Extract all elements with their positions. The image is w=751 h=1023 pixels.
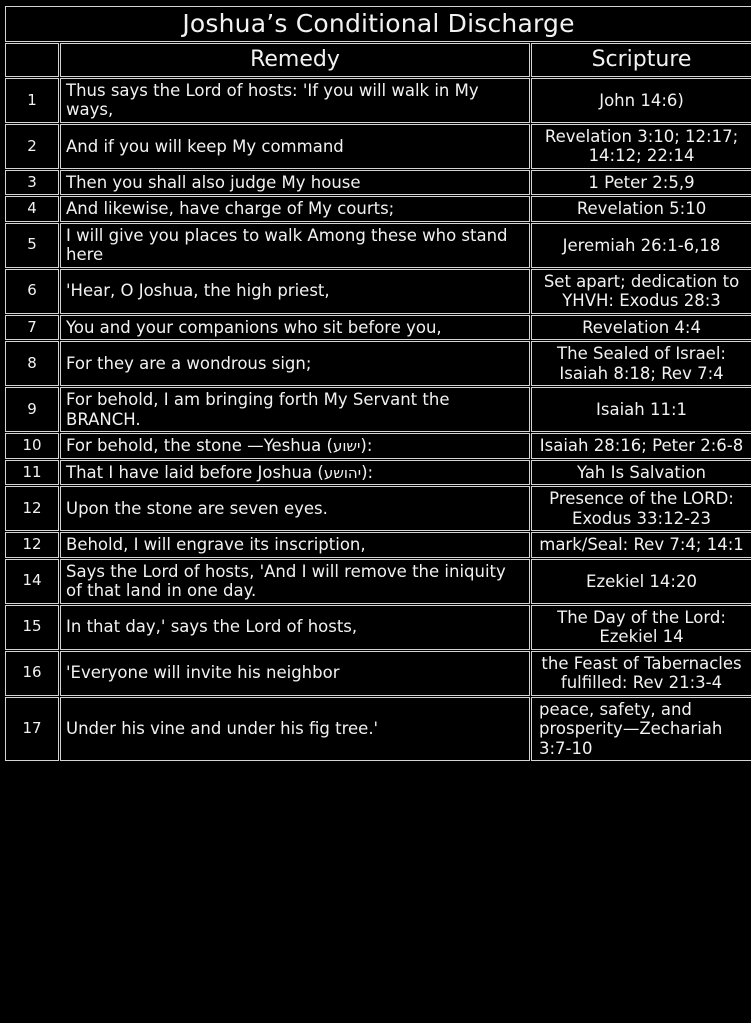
table-row [6,533,751,556]
table-row [6,388,751,431]
row-number: 2 [6,125,58,168]
remedy-text: Under his vine and under his fig tree.' [61,698,529,760]
column-header-remedy: Remedy [61,44,529,76]
table-row [6,434,751,458]
row-number: 1 [6,79,58,122]
scripture-reference: Yah Is Salvation [532,461,751,485]
row-number: 12 [6,487,58,530]
remedy-text: Says the Lord of hosts, 'And I will remove the iniquity of that land in one day. [61,560,529,603]
table-row [6,79,751,122]
table-row [6,342,751,385]
remedy-text: For behold, I am bringing forth My Servant the BRANCH. [61,388,529,431]
remedy-text: Thus says the Lord of hosts: 'If you will walk in My ways, [61,79,529,122]
row-number: 4 [6,197,58,220]
scripture-reference: Ezekiel 14:20 [532,560,751,603]
column-header-number [6,44,58,76]
page-title: Joshua’s Conditional Discharge [6,7,751,41]
table-row [6,171,751,194]
scripture-reference: 1 Peter 2:5,9 [532,171,751,194]
scripture-reference: The Day of the Lord: Ezekiel 14 [532,606,751,649]
remedy-text: And if you will keep My command [61,125,529,168]
remedy-text-prefix: For behold, the stone —Yeshua ( [66,436,333,456]
table-row [6,606,751,649]
row-number: 7 [6,316,58,339]
scripture-reference: John 14:6) [532,79,751,122]
scripture-reference: Revelation 4:4 [532,316,751,339]
remedy-text: Upon the stone are seven eyes. [61,487,529,530]
remedy-text: 'Everyone will invite his neighbor [61,652,529,695]
title-row [6,7,751,41]
row-number: 12 [6,533,58,556]
remedy-text-suffix: ): [361,462,374,482]
table-row [6,224,751,267]
scripture-reference: The Sealed of Israel: Isaiah 8:18; Rev 7:4 [532,342,751,385]
row-number: 17 [6,698,58,760]
remedy-text: And likewise, have charge of My courts; [61,197,529,220]
scripture-reference: mark/Seal: Rev 7:4; 14:1 [532,533,751,556]
scripture-reference: Isaiah 28:16; Peter 2:6-8 [532,434,751,458]
table-row [6,270,751,313]
table-row [6,125,751,168]
table-body [6,7,751,760]
scripture-reference: Jeremiah 26:1-6,18 [532,224,751,267]
row-number: 15 [6,606,58,649]
remedy-text: 'Hear, O Joshua, the high priest, [61,270,529,313]
table-row [6,560,751,603]
table-row [6,197,751,220]
scripture-reference: Isaiah 11:1 [532,388,751,431]
hebrew-name: יהושע [323,463,362,482]
remedy-text: You and your companions who sit before you, [61,316,529,339]
row-number: 10 [6,434,58,458]
hebrew-name: ישוע [332,437,361,456]
row-number: 11 [6,461,58,485]
table-row [6,461,751,485]
table-row [6,698,751,760]
column-header-scripture: Scripture [532,44,751,76]
remedy-text: For they are a wondrous sign; [61,342,529,385]
remedy-text: Behold, I will engrave its inscription, [61,533,529,556]
scripture-reference: Set apart; dedication to YHVH: Exodus 28:3 [532,270,751,313]
row-number: 8 [6,342,58,385]
table-row [6,487,751,530]
remedy-text: I will give you places to walk Among these who stand here [61,224,529,267]
table-row [6,316,751,339]
remedy-text [61,434,529,458]
remedy-text-suffix: ): [360,436,373,456]
scripture-reference: peace, safety, and prosperity—Zechariah 3:7-10 [532,698,751,760]
remedy-text: Then you shall also judge My house [61,171,529,194]
scripture-reference: the Feast of Tabernacles fulfilled: Rev 21:3-4 [532,652,751,695]
scripture-reference: Revelation 3:10; 12:17; 14:12; 22:14 [532,125,751,168]
table-row [6,652,751,695]
row-number: 9 [6,388,58,431]
row-number: 14 [6,560,58,603]
remedy-text: In that day,' says the Lord of hosts, [61,606,529,649]
remedy-text [61,461,529,485]
scripture-reference: Revelation 5:10 [532,197,751,220]
row-number: 6 [6,270,58,313]
row-number: 16 [6,652,58,695]
header-row [6,44,751,76]
row-number: 3 [6,171,58,194]
row-number: 5 [6,224,58,267]
remedy-text-prefix: That I have laid before Joshua ( [66,462,324,482]
conditional-discharge-table [3,4,751,763]
scripture-reference: Presence of the LORD: Exodus 33:12-23 [532,487,751,530]
